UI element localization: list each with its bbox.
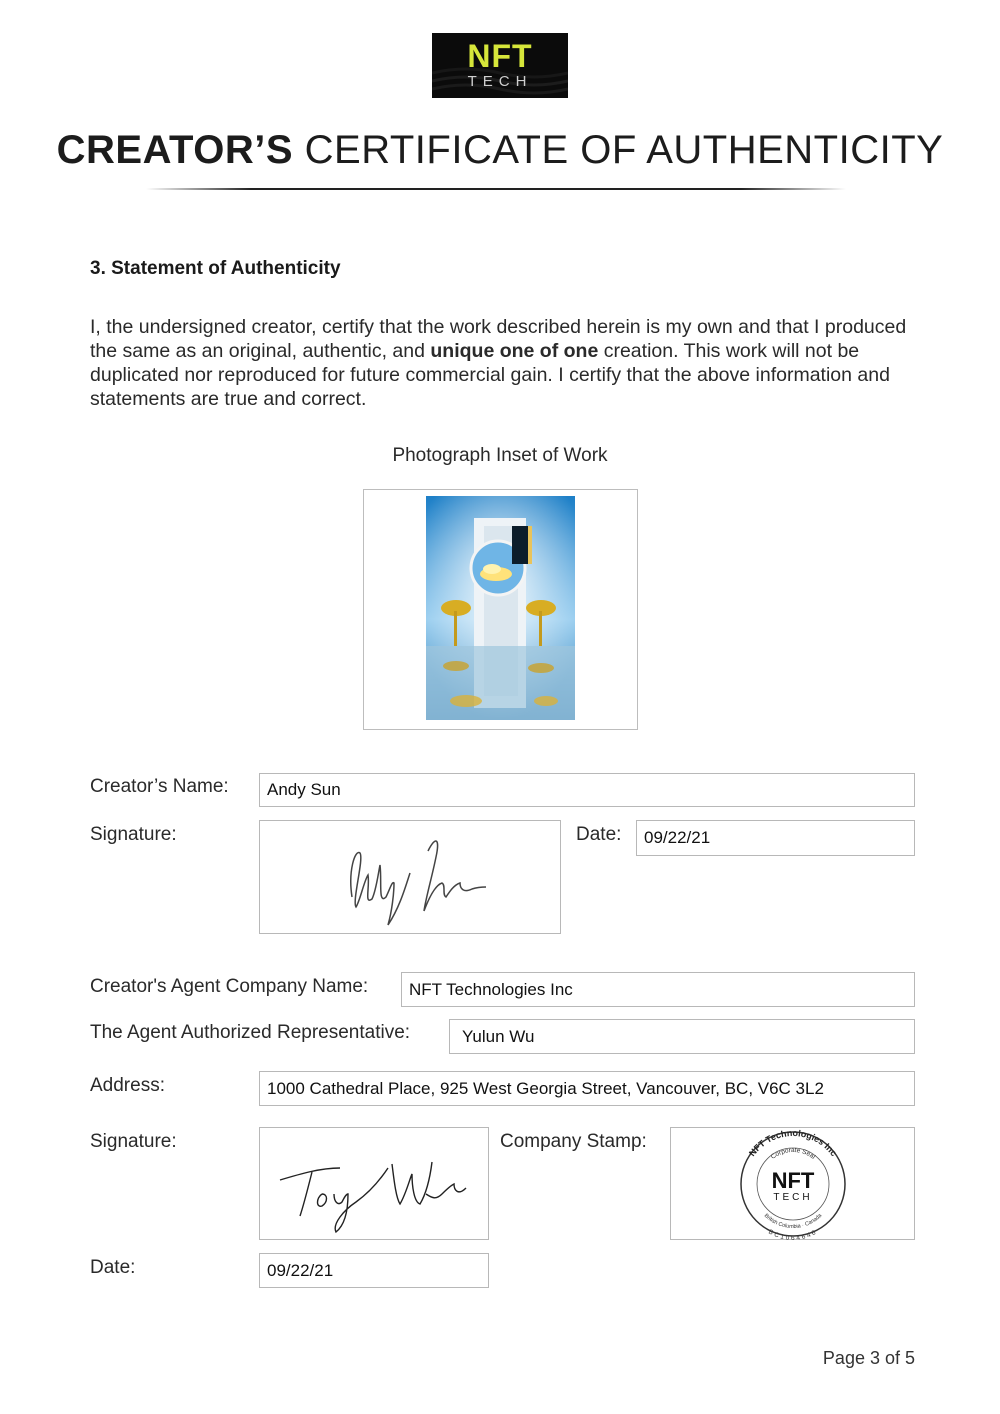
seal-center-main: NFT [771, 1168, 815, 1193]
address-field[interactable]: 1000 Cathedral Place, 925 West Georgia Street, Vancouver, BC, V6C 3L2 [259, 1071, 915, 1106]
agent-representative-field[interactable]: Yulun Wu [449, 1019, 915, 1054]
address-label: Address: [90, 1075, 165, 1096]
title-bold: CREATOR’S [56, 128, 294, 172]
artwork-photo [426, 496, 575, 720]
statement-bold: unique one of one [430, 340, 599, 362]
seal-center-sub: TECH [773, 1192, 813, 1203]
photo-caption: Photograph Inset of Work [392, 445, 608, 466]
section-heading: 3. Statement of Authenticity [90, 258, 341, 279]
creator-signature-box[interactable] [259, 820, 561, 934]
company-seal [671, 1128, 916, 1241]
company-stamp-label: Company Stamp: [500, 1131, 647, 1152]
company-stamp-box [670, 1127, 915, 1240]
page-number: Page 3 of 5 [822, 1348, 915, 1368]
title-rest: CERTIFICATE OF AUTHENTICITY [293, 128, 944, 172]
agent-date-label: Date: [90, 1257, 136, 1278]
seal-ring-text: NFT Technologies Inc [747, 1128, 840, 1159]
statement-paragraph [90, 315, 910, 411]
agent-date-field[interactable]: 09/22/21 [259, 1253, 489, 1288]
seal-number: BC1064646 [767, 1228, 819, 1241]
statement-text-2: creation. This work will not be duplicated nor reproduced for future commercial gain. I certify that the above information and statements are true and correct. [90, 340, 890, 410]
agent-signature-drawing [260, 1128, 490, 1241]
seal-bottom-text: British Columbia · Canada [762, 1212, 824, 1231]
page-title [0, 128, 1000, 173]
creator-name-field[interactable]: Andy Sun [259, 773, 915, 807]
agent-signature-label: Signature: [90, 1131, 177, 1152]
agent-representative-label: The Agent Authorized Representative: [90, 1022, 411, 1043]
creator-date-field[interactable]: 09/22/21 [636, 820, 915, 856]
creator-name-label: Creator’s Name: [90, 776, 229, 797]
logo-text-tech: TECH [467, 73, 533, 90]
nft-tech-logo [432, 33, 568, 98]
creator-signature-label: Signature: [90, 824, 177, 845]
agent-company-label: Creator's Agent Company Name: [90, 976, 369, 997]
logo-text-nft: NFT [467, 38, 533, 74]
title-divider [146, 188, 846, 190]
seal-inner-text: Corporate Seal [769, 1146, 817, 1161]
agent-signature-box[interactable] [259, 1127, 489, 1240]
creator-date-label: Date: [576, 824, 622, 845]
creator-signature-drawing [260, 821, 562, 935]
statement-text-1: I, the undersigned creator, certify that the work described herein is my own and that I produced the same as an original, authentic, and [90, 316, 907, 362]
agent-company-field[interactable]: NFT Technologies Inc [401, 972, 915, 1007]
